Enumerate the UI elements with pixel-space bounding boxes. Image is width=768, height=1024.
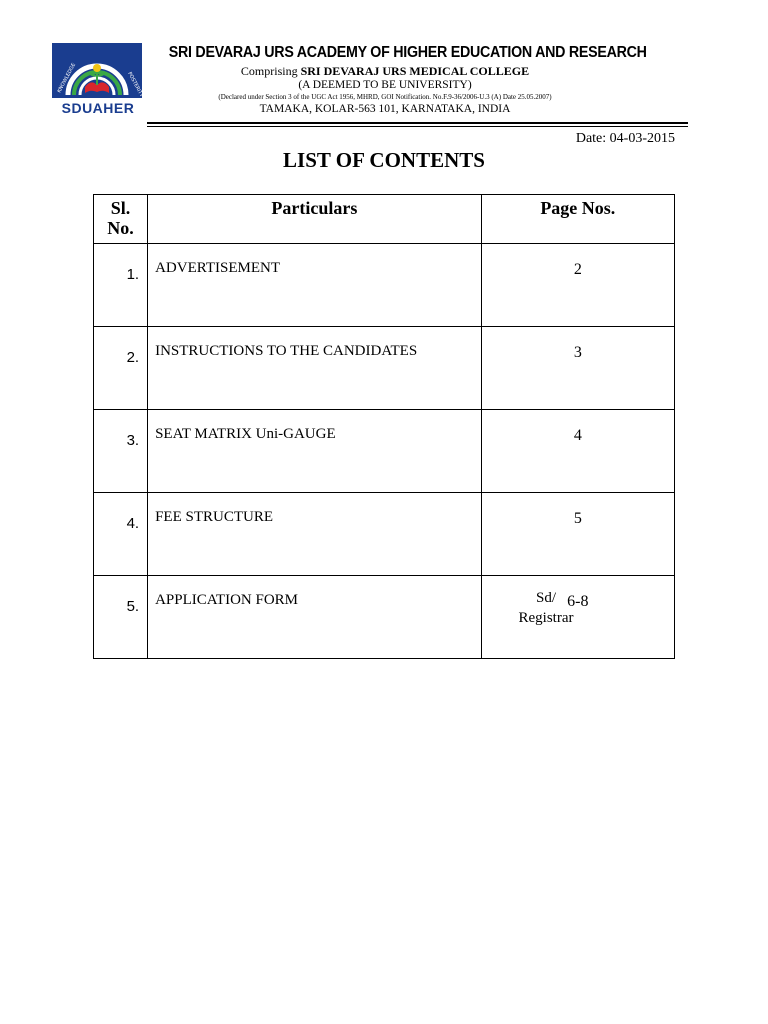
row-particulars: APPLICATION FORM (148, 576, 482, 659)
header-rule-thick (147, 122, 688, 124)
university-logo (52, 43, 144, 119)
university-name: SRI DEVARAJ URS ACADEMY OF HIGHER EDUCATION AND RESEARCH (168, 44, 647, 61)
signature-registrar: Registrar (518, 610, 574, 626)
svg-text:KNOWLEDGE: KNOWLEDGE (56, 62, 78, 94)
table-row (94, 493, 675, 576)
svg-text:POSTERITY: POSTERITY (126, 71, 145, 99)
row-sl-no: 1. (94, 244, 148, 327)
header-sl-line1: Sl. (110, 198, 131, 218)
comprising-prefix: Comprising (240, 64, 298, 78)
header-sl-line2: No. (107, 218, 134, 238)
logo-emblem (52, 43, 145, 99)
row-sl-no: 5. (94, 576, 148, 659)
header-sl-no (94, 195, 148, 244)
row-particulars: INSTRUCTIONS TO THE CANDIDATES (148, 327, 482, 410)
table-row (94, 327, 675, 410)
declaration-line: (Declared under Section 3 of the UGC Act 1956, MHRD, GOI Notification. No.F.9-36/2006-U.3 (A) Date 25.05.2007) (218, 93, 552, 101)
comprising-line (150, 64, 620, 78)
logo-emblem-graphic (52, 43, 145, 99)
table-header-row (94, 195, 675, 244)
row-page-no: 5 (481, 493, 674, 576)
row-page-no: 6-8 (481, 576, 674, 659)
address-line: TAMAKA, KOLAR-563 101, KARNATAKA, INDIA (259, 103, 511, 115)
row-particulars: FEE STRUCTURE (148, 493, 482, 576)
signature-sd: Sd/ (535, 590, 556, 606)
college-name: SRI DEVARAJ URS MEDICAL COLLEGE (300, 64, 530, 78)
table-row (94, 244, 675, 327)
document-date: Date: 04-03-2015 (575, 131, 675, 146)
row-page-no: 2 (481, 244, 674, 327)
header-page-nos: Page Nos. (481, 195, 674, 244)
table-row (94, 410, 675, 493)
row-page-no: 3 (481, 327, 674, 410)
row-sl-no: 4. (94, 493, 148, 576)
row-particulars: ADVERTISEMENT (148, 244, 482, 327)
header-particulars: Particulars (148, 195, 482, 244)
logo-wordmark: SDUAHER (61, 100, 135, 116)
header-rule-thin (147, 126, 688, 127)
deemed-university-line: (A DEEMED TO BE UNIVERSITY) (298, 79, 472, 91)
row-particulars: SEAT MATRIX Uni-GAUGE (148, 410, 482, 493)
row-sl-no: 3. (94, 410, 148, 493)
document-title: LIST OF CONTENTS (283, 148, 485, 172)
row-sl-no: 2. (94, 327, 148, 410)
row-page-no: 4 (481, 410, 674, 493)
